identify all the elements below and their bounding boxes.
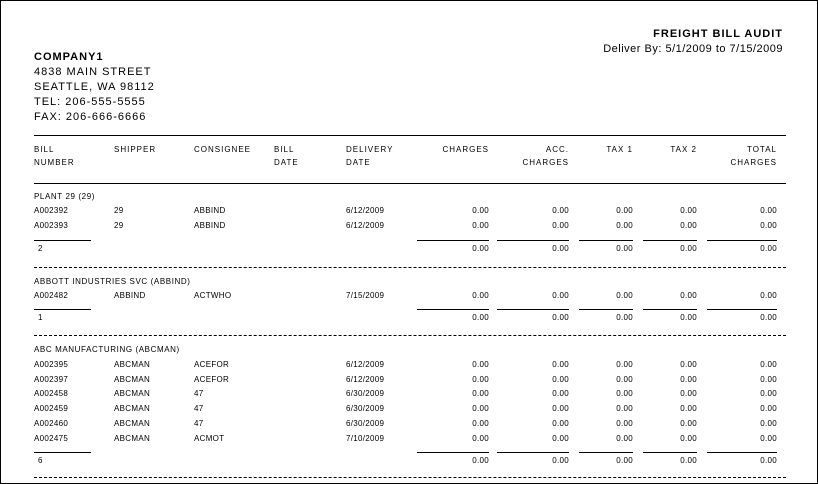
subtotal-acc-charges: 0.00: [552, 456, 569, 465]
delivery-date: 6/12/2009: [346, 360, 385, 369]
col-consignee: CONSIGNEE: [194, 145, 252, 154]
tax1: 0.00: [616, 434, 633, 443]
subtotal-total-charges: 0.00: [760, 244, 777, 253]
delivery-date: 6/30/2009: [346, 389, 385, 398]
total-charges: 0.00: [760, 389, 777, 398]
bill-number: A002475: [34, 434, 69, 443]
group-label: ABBOTT INDUSTRIES SVC (ABBIND): [34, 277, 191, 286]
col-delivery-date: [346, 143, 393, 169]
tax2: 0.00: [680, 206, 697, 215]
subtotal-rule: [34, 309, 91, 310]
group-separator: [34, 335, 786, 336]
subtotal-tax1: 0.00: [616, 244, 633, 253]
bill-number: A002459: [34, 404, 69, 413]
company-city: SEATTLE, WA 98112: [34, 81, 155, 93]
subtotal-total-charges: 0.00: [760, 313, 777, 322]
col-acc-charges-line1: ACC.: [545, 145, 569, 154]
charges: 0.00: [472, 221, 489, 230]
subtotal-tax2: 0.00: [680, 456, 697, 465]
col-total-charges-line1: TOTAL: [746, 145, 777, 154]
subtotal-rule: [643, 309, 697, 310]
col-tax1: TAX 1: [606, 145, 633, 154]
group-separator: [34, 477, 786, 478]
subtotal-count: 1: [38, 313, 43, 322]
subtotal-total-charges: 0.00: [760, 456, 777, 465]
col-charges: CHARGES: [442, 145, 489, 154]
tax1: 0.00: [616, 375, 633, 384]
charges: 0.00: [472, 206, 489, 215]
acc-charges: 0.00: [552, 375, 569, 384]
subtotal-tax2: 0.00: [680, 244, 697, 253]
group-separator: [34, 267, 786, 268]
subtotal-charges: 0.00: [472, 313, 489, 322]
bill-number: A002395: [34, 360, 69, 369]
consignee: 47: [194, 419, 204, 428]
tax1: 0.00: [616, 389, 633, 398]
total-charges: 0.00: [760, 221, 777, 230]
col-acc-charges-line2: CHARGES: [522, 158, 569, 167]
subtotal-rule: [579, 309, 633, 310]
subtotal-rule: [497, 452, 569, 453]
acc-charges: 0.00: [552, 389, 569, 398]
col-total-charges: [687, 143, 777, 169]
subtotal-rule: [707, 309, 777, 310]
charges: 0.00: [472, 375, 489, 384]
report-period: Deliver By: 5/1/2009 to 7/15/2009: [603, 43, 783, 55]
subtotal-acc-charges: 0.00: [552, 244, 569, 253]
delivery-date: 7/10/2009: [346, 434, 385, 443]
col-bill-date: [274, 143, 299, 169]
tax2: 0.00: [680, 221, 697, 230]
company-tel: TEL: 206-555-5555: [34, 96, 146, 108]
subtotal-rule: [643, 452, 697, 453]
subtotal-tax1: 0.00: [616, 456, 633, 465]
total-charges: 0.00: [760, 404, 777, 413]
consignee: 47: [194, 404, 204, 413]
subtotal-count: 6: [38, 456, 43, 465]
tax2: 0.00: [680, 389, 697, 398]
tax2: 0.00: [680, 404, 697, 413]
header-bottom-rule: [34, 183, 786, 184]
bill-number: A002458: [34, 389, 69, 398]
shipper: ABCMAN: [114, 404, 151, 413]
acc-charges: 0.00: [552, 221, 569, 230]
subtotal-rule: [497, 240, 569, 241]
col-bill-number-line2: NUMBER: [34, 158, 75, 167]
tax2: 0.00: [680, 434, 697, 443]
charges: 0.00: [472, 291, 489, 300]
delivery-date: 6/12/2009: [346, 206, 385, 215]
header-top-rule: [34, 135, 786, 136]
tax1: 0.00: [616, 419, 633, 428]
company-fax: FAX: 206-666-6666: [34, 111, 147, 123]
company-street: 4838 MAIN STREET: [34, 66, 152, 78]
charges: 0.00: [472, 360, 489, 369]
charges: 0.00: [472, 404, 489, 413]
shipper: ABCMAN: [114, 360, 151, 369]
consignee: ACEFOR: [194, 375, 230, 384]
col-bill-date-line1: BILL: [274, 145, 295, 154]
acc-charges: 0.00: [552, 419, 569, 428]
tax1: 0.00: [616, 360, 633, 369]
tax1: 0.00: [616, 206, 633, 215]
subtotal-rule: [417, 309, 489, 310]
subtotal-tax1: 0.00: [616, 313, 633, 322]
delivery-date: 6/30/2009: [346, 404, 385, 413]
col-bill-date-line2: DATE: [274, 158, 299, 167]
total-charges: 0.00: [760, 375, 777, 384]
subtotal-charges: 0.00: [472, 244, 489, 253]
tax2: 0.00: [680, 419, 697, 428]
col-shipper: SHIPPER: [114, 145, 157, 154]
shipper: ABCMAN: [114, 434, 151, 443]
col-tax2: TAX 2: [670, 145, 697, 154]
subtotal-rule: [579, 452, 633, 453]
subtotal-rule: [34, 240, 91, 241]
delivery-date: 6/30/2009: [346, 419, 385, 428]
consignee: ABBIND: [194, 206, 226, 215]
total-charges: 0.00: [760, 419, 777, 428]
charges: 0.00: [472, 434, 489, 443]
subtotal-tax2: 0.00: [680, 313, 697, 322]
subtotal-rule: [417, 240, 489, 241]
acc-charges: 0.00: [552, 404, 569, 413]
acc-charges: 0.00: [552, 206, 569, 215]
shipper: 29: [114, 206, 124, 215]
subtotal-rule: [707, 240, 777, 241]
col-total-charges-line2: CHARGES: [730, 158, 777, 167]
subtotal-charges: 0.00: [472, 456, 489, 465]
shipper: ABBIND: [114, 291, 146, 300]
acc-charges: 0.00: [552, 360, 569, 369]
shipper: ABCMAN: [114, 419, 151, 428]
tax2: 0.00: [680, 375, 697, 384]
subtotal-rule: [579, 240, 633, 241]
acc-charges: 0.00: [552, 291, 569, 300]
consignee: ACEFOR: [194, 360, 230, 369]
shipper: ABCMAN: [114, 389, 151, 398]
col-delivery-date-line2: DATE: [346, 158, 371, 167]
charges: 0.00: [472, 419, 489, 428]
group-label: PLANT 29 (29): [34, 192, 96, 201]
report-title: FREIGHT BILL AUDIT: [653, 28, 783, 40]
bill-number: A002397: [34, 375, 69, 384]
shipper: ABCMAN: [114, 375, 151, 384]
shipper: 29: [114, 221, 124, 230]
total-charges: 0.00: [760, 360, 777, 369]
subtotal-rule: [34, 452, 91, 453]
subtotal-rule: [497, 309, 569, 310]
total-charges: 0.00: [760, 291, 777, 300]
company-block: [34, 50, 155, 125]
tax1: 0.00: [616, 291, 633, 300]
subtotal-count: 2: [38, 244, 43, 253]
col-bill-number-line1: BILL: [34, 145, 55, 154]
tax1: 0.00: [616, 221, 633, 230]
acc-charges: 0.00: [552, 434, 569, 443]
col-bill-number: [34, 143, 75, 169]
charges: 0.00: [472, 389, 489, 398]
subtotal-rule: [707, 452, 777, 453]
company-name: COMPANY1: [34, 51, 104, 63]
consignee: ACTWHO: [194, 291, 232, 300]
bill-number: A002482: [34, 291, 69, 300]
delivery-date: 7/15/2009: [346, 291, 385, 300]
consignee: ACMOT: [194, 434, 225, 443]
total-charges: 0.00: [760, 434, 777, 443]
subtotal-acc-charges: 0.00: [552, 313, 569, 322]
subtotal-rule: [643, 240, 697, 241]
tax2: 0.00: [680, 360, 697, 369]
delivery-date: 6/12/2009: [346, 375, 385, 384]
tax2: 0.00: [680, 291, 697, 300]
tax1: 0.00: [616, 404, 633, 413]
bill-number: A002393: [34, 221, 69, 230]
subtotal-rule: [417, 452, 489, 453]
total-charges: 0.00: [760, 206, 777, 215]
bill-number: A002392: [34, 206, 69, 215]
consignee: 47: [194, 389, 204, 398]
col-delivery-date-line1: DELIVERY: [346, 145, 394, 154]
group-label: ABC MANUFACTURING (ABCMAN): [34, 345, 180, 354]
delivery-date: 6/12/2009: [346, 221, 385, 230]
consignee: ABBIND: [194, 221, 226, 230]
bill-number: A002460: [34, 419, 69, 428]
